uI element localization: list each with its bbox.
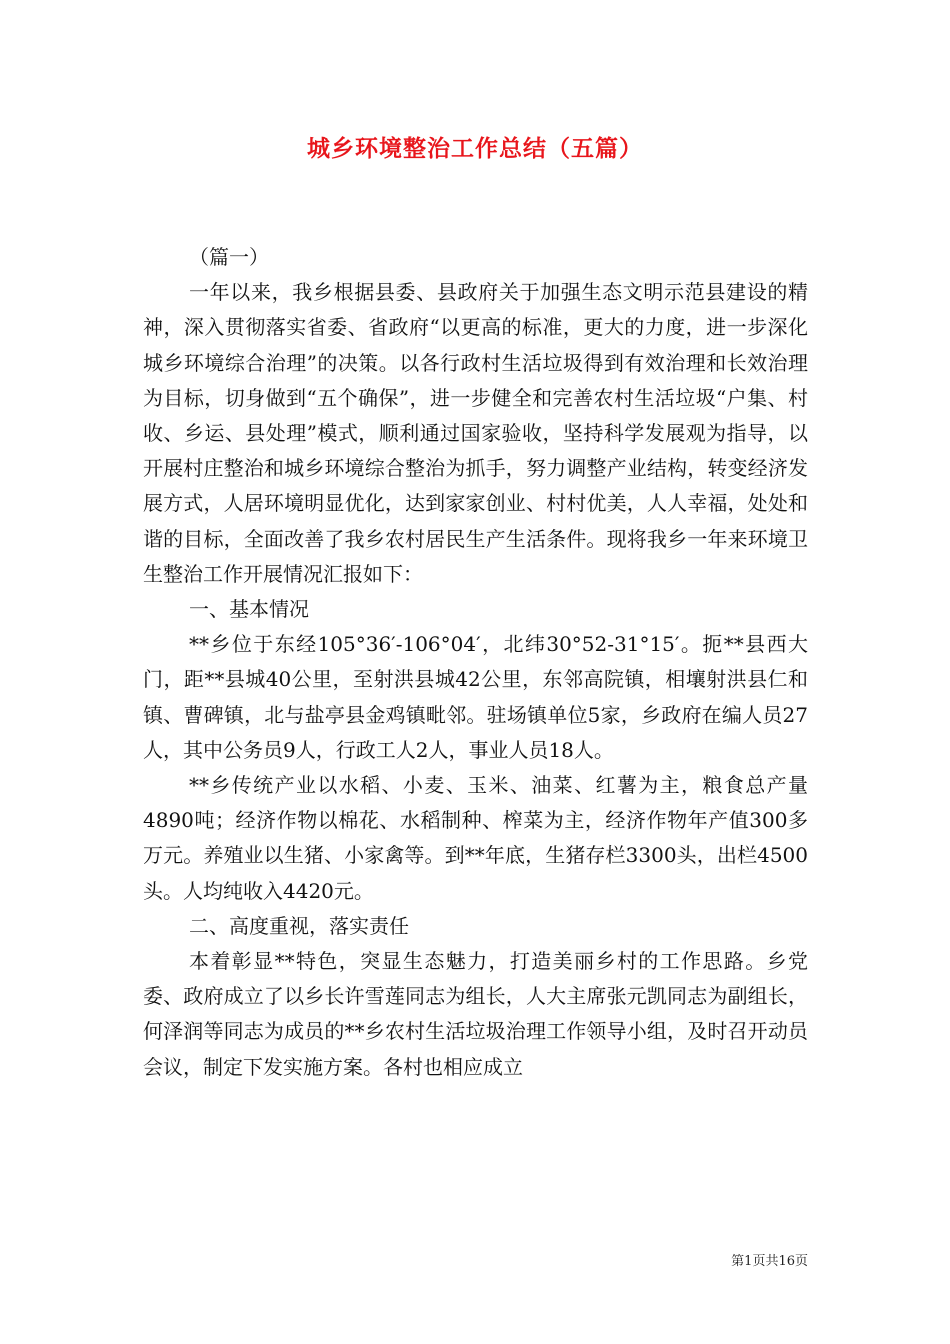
- paragraph: 本着彰显**特色，突显生态魅力，打造美丽乡村的工作思路。乡党委、政府成立了以乡长许雪莲同志为组长，人大主席张元凯同志为副组长，何泽润等同志为成员的**乡农村生活垃圾治理工作领导小组，及时召开动员会议，制定下发实施方案。各村也相应成立: [143, 949, 808, 1079]
- page-footer: 第1页共16页: [731, 1254, 808, 1269]
- paragraph: **乡传统产业以水稻、小麦、玉米、油菜、红薯为主，粮食总产量4890吨；经济作物以棉花、水稻制种、榨菜为主，经济作物年产值300多万元。养殖业以生猪、小家禽等。到**年底，生猪存栏3300头，出栏4500头。人均纯收入4420元。: [143, 773, 808, 903]
- document-body: [143, 240, 808, 1085]
- section-heading: 一、基本情况: [189, 597, 309, 622]
- document-title: 城乡环境整治工作总结（五篇）: [307, 135, 643, 162]
- section-label: （篇一）: [189, 245, 269, 269]
- paragraph: **乡位于东经105°36′-106°04′，北纬30°52-31°15′。扼**县西大门，距**县城40公里，至射洪县城42公里，东邻高院镇，相壤射洪县仁和镇、曹碑镇，北与盐亭县金鸡镇毗邻。驻场镇单位5家，乡政府在编人员27人，其中公务员9人，行政工人2人，事业人员18人。: [143, 632, 808, 762]
- section-heading: 二、高度重视，落实责任: [189, 913, 409, 938]
- paragraph: 一年以来，我乡根据县委、县政府关于加强生态文明示范县建设的精神，深入贯彻落实省委、省政府“以更高的标准，更大的力度，进一步深化城乡环境综合治理”的决策。以各行政村生活垃圾得到有效治理和长效治理为目标，切身做到“五个确保”，进一步健全和完善农村生活垃圾“户集、村收、乡运、县处理”模式，顺利通过国家验收，坚持科学发展观为指导，以开展村庄整治和城乡环境综合整治为抓手，努力调整产业结构，转变经济发展方式，人居环境明显优化，达到家家创业、村村优美，人人幸福，处处和谐的目标，全面改善了我乡农村居民生产生活条件。现将我乡一年来环境卫生整治工作开展情况汇报如下：: [143, 280, 808, 586]
